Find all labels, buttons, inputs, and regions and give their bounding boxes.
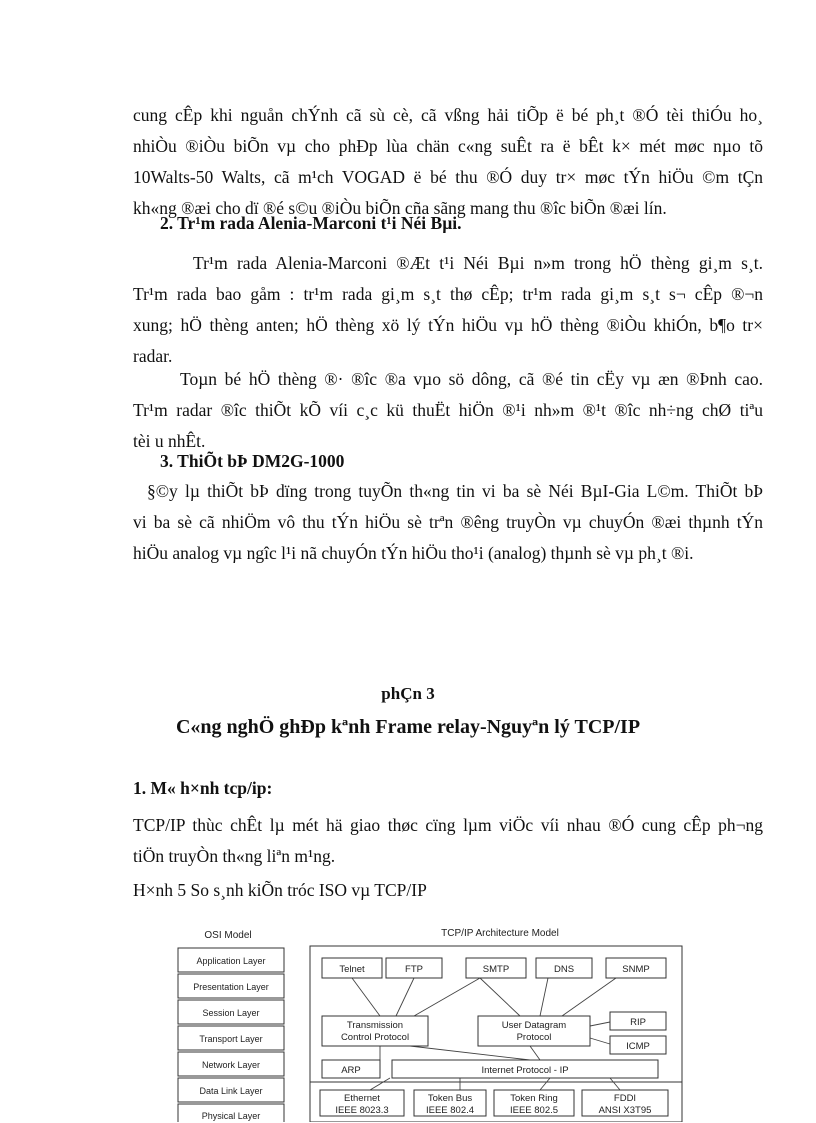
osi-layer-datalink: Data Link Layer — [199, 1086, 263, 1096]
text-line: radar. — [133, 346, 173, 366]
text-line: cung cÊp khi nguån chÝnh cã sù cè, cã vßng hải tiÕp ë bé ph¸t ®Ó tèi thiÓu ho¸ — [133, 105, 763, 125]
osi-tcpip-figure — [170, 922, 690, 1122]
section-heading-tcpip: 1. M« h×nh tcp/ip: — [133, 778, 273, 798]
dm2g-paragraph — [133, 476, 763, 569]
text-line: kh«ng ®æi cho dï ®é s©u ®iÒu biÕn cña sãng mang thu ®îc biÕn ®æi lín. — [133, 198, 667, 218]
text-line: Tr¹m radar ®îc thiÕt kÕ víi c¸c kü thuËt hiÖn ®¹i nh»m ®¹t ®îc nh÷ng chØ tiªu — [133, 400, 763, 420]
part-label: phÇn 3 — [381, 684, 435, 703]
link-token-ring-name: Token Ring — [510, 1093, 558, 1104]
text-line: TCP/IP thùc chÊt lµ mét hä giao thøc cïng lµm viÖc víi nhau ®Ó cung cÊp ph¬ng — [133, 815, 763, 835]
link-fddi-std: ANSI X3T95 — [598, 1105, 652, 1116]
section-heading-radar: 2. Tr¹m rada Alenia-Marconi t¹i Néi Bµi. — [160, 213, 462, 233]
link-ethernet-std: IEEE 8023.3 — [335, 1105, 389, 1116]
protocol-icmp-label: ICMP — [626, 1041, 650, 1052]
osi-layer-transport: Transport Layer — [199, 1034, 263, 1044]
osi-layer-physical: Physical Layer — [201, 1111, 261, 1121]
tcpip-title: TCP/IP Architecture Model — [441, 928, 559, 939]
text-line: 10Walts-50 Walts, cã m¹ch VOGAD ë bé thu ®Ó duy tr× møc tÝn hiÖu ©m tÇn — [133, 167, 763, 187]
osi-layer-presentation: Presentation Layer — [193, 982, 269, 992]
protocol-tcp-label-2: Control Protocol — [340, 1032, 410, 1043]
text-line: xung; hÖ thèng anten; hÖ thèng xö lý tÝn hiÖu vµ hÖ thèng ®iÒu khiÓn, b¶o tr× — [133, 315, 763, 335]
text-line: tèi u nhÊt. — [133, 431, 206, 451]
link-ethernet-name: Ethernet — [344, 1093, 380, 1104]
osi-layer-application: Application Layer — [196, 956, 266, 966]
protocol-udp-label-1: User Datagram — [501, 1020, 567, 1031]
protocol-tcp-label-1: Transmission — [346, 1020, 404, 1031]
radar-paragraph — [133, 248, 763, 372]
radar-system-paragraph — [133, 364, 763, 457]
osi-layer-session: Session Layer — [202, 1008, 260, 1018]
link-fddi-name: FDDI — [613, 1093, 637, 1104]
text-line: Tr¹m rada Alenia-Marconi ®Æt t¹i Néi Bµi n»m trong hÖ thèng gi¸m s¸t. — [193, 253, 763, 273]
protocol-rip-label: RIP — [630, 1017, 646, 1028]
chapter-title: C«ng nghÖ ghÐp kªnh Frame relay-Nguyªn lý TCP/IP — [175, 716, 641, 738]
text-line: Toµn bé hÖ thèng ®· ®îc ®a vµo sö dông, cã ®é tin cËy vµ æn ®Þnh cao. — [180, 369, 763, 389]
protocol-telnet-label: Telnet — [339, 964, 365, 975]
protocol-smtp-label: SMTP — [482, 964, 510, 975]
osi-layer-network: Network Layer — [201, 1060, 261, 1070]
text-line: §©y lµ thiÕt bÞ dïng trong tuyÕn th«ng tin vi ba sè Néi BµI-Gia L©m. ThiÕt bÞ — [147, 481, 763, 501]
text-line: Tr¹m rada bao gåm : tr¹m rada gi¸m s¸t thø cÊp; tr¹m rada gi¸m s¸t s¬ cÊp ®¬n — [133, 284, 763, 304]
figure-caption: H×nh 5 So s¸nh kiÕn tróc ISO vµ TCP/IP — [133, 880, 427, 900]
text-line: vi ba sè cã nhiÖm vô thu tÝn hiÖu sè trªn ®êng truyÒn vµ chuyÓn ®æi thµnh tÝn — [133, 512, 763, 532]
link-token-bus-std: IEEE 802.4 — [425, 1105, 475, 1116]
section-heading-dm2g: 3. ThiÕt bÞ DM2G-1000 — [160, 451, 345, 471]
protocol-snmp-label: SNMP — [622, 964, 650, 975]
link-token-ring-std: IEEE 802.5 — [509, 1105, 559, 1116]
text-line: hiÖu analog vµ ngîc l¹i nã chuyÓn tÝn hiÖu tho¹i (analog) thµnh sè vµ ph¸t ®i. — [133, 543, 694, 563]
osi-title: OSI Model — [204, 930, 252, 941]
protocol-udp-label-2: Protocol — [516, 1032, 552, 1043]
intro-paragraph — [133, 100, 763, 224]
protocol-ftp-label: FTP — [405, 964, 423, 975]
link-token-bus-name: Token Bus — [427, 1093, 473, 1104]
protocol-arp-label: ARP — [341, 1065, 361, 1076]
tcpip-paragraph — [133, 810, 763, 872]
protocol-ip-label: Internet Protocol - IP — [481, 1065, 569, 1076]
text-line: tiÖn truyÒn th«ng liªn m¹ng. — [133, 846, 336, 866]
text-line: nhiÒu ®iÒu biÕn vµ cho phÐp lùa chän c«ng suÊt ra ë bÊt k× mét møc nµo tõ — [133, 136, 763, 156]
protocol-dns-label: DNS — [553, 964, 575, 975]
